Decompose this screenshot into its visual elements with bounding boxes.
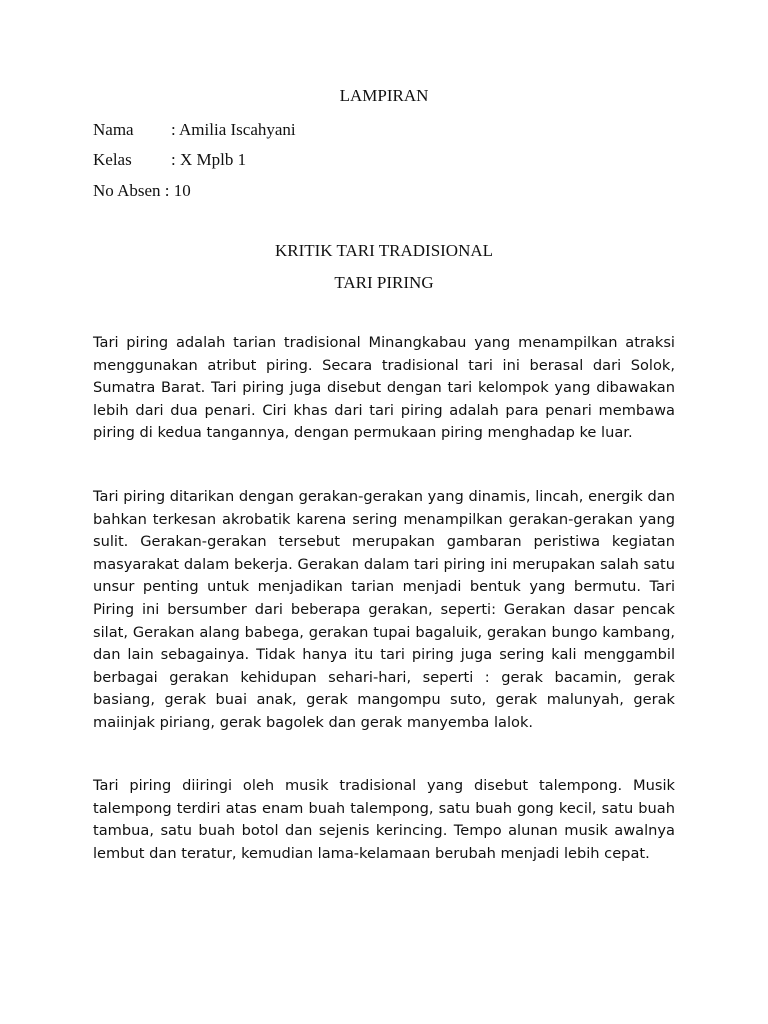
header-title: LAMPIRAN [339,86,429,105]
class-value: : X Mplb 1 [171,150,247,169]
name-value: : Amilia Iscahyani [171,120,296,139]
info-absen-row [93,180,191,202]
document-subtitle: TARI PIRING [334,273,434,292]
name-label: Nama [93,120,134,139]
document-title: KRITIK TARI TRADISIONAL [274,241,494,260]
info-name-row [93,119,296,141]
absen-value: : 10 [164,181,191,200]
paragraph-1: Tari piring adalah tarian tradisional Minangkabau yang menampilkan atraksi menggunakan atribut piring. Secara tradisional tari ini berasal dari Solok, Sumatra Barat. Tari piring juga disebut dengan tari kelompok yang dibawakan lebih dari dua penari. Ciri khas dari tari piring adalah para penari membawa piring di kedua tangannya, dengan permukaan piring menghadap ke luar. [93,334,675,442]
paragraph-3: Tari piring diiringi oleh musik tradisional yang disebut talempong. Musik talempong terdiri atas enam buah talempong, satu buah gong kecil, satu buah tambua, satu buah botol dan sejenis kerincing. Tempo alunan musik awalnya lembut dan teratur, kemudian lama-kelamaan berubah menjadi lebih cepat. [93,777,675,862]
info-class-row [93,149,246,171]
class-label: Kelas [93,150,132,169]
paragraph-2: Tari piring ditarikan dengan gerakan-gerakan yang dinamis, lincah, energik dan bahkan terkesan akrobatik karena sering menampilkan gerakan-gerakan yang sulit. Gerakan-gerakan tersebut merupakan gambaran peristiwa kegiatan masyarakat dalam bekerja. Gerakan dalam tari piring ini merupakan salah satu unsur penting untuk menjadikan tarian menjadi bentuk yang bermutu. Tari Piring ini bersumber dari beberapa gerakan, seperti: Gerakan dasar pencak silat, Gerakan alang babega, gerakan tupai bagaluik, gerakan bungo kambang, dan lain sebagainya. Tidak hanya itu tari piring juga sering kali menggambil berbagai gerakan kehidupan sehari-hari, seperti : gerak bacamin, gerak basiang, gerak buai anak, gerak mangompu suto, gerak malunyah, gerak maiinjak piriang, gerak bagolek dan gerak manyemba lalok. [93,488,675,731]
absen-label: No Absen [93,181,161,200]
